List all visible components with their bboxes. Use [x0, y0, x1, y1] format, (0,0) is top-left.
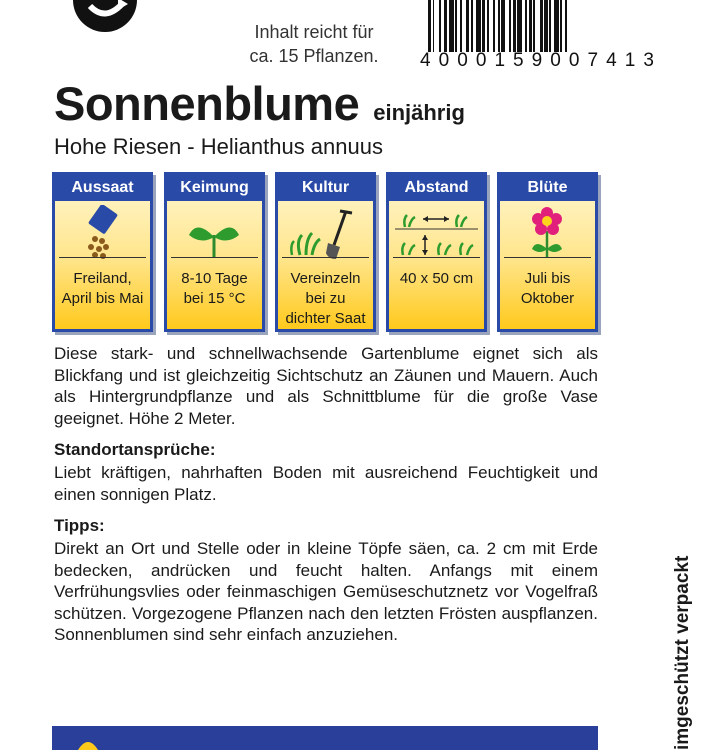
content-note: [226, 20, 402, 68]
card-text: [280, 269, 371, 329]
card-text-line: Vereinzeln: [290, 270, 361, 287]
card-text-line: dichter Saat: [285, 310, 366, 327]
barcode-digits: [420, 50, 654, 72]
card-text-line: Oktober: [520, 290, 575, 307]
card-text: [502, 269, 593, 309]
card-heading: Aussaat: [55, 175, 150, 201]
card-divider: [282, 257, 369, 258]
card-text-line: bei zu: [305, 290, 346, 307]
content-note-line-1: Inhalt reicht für: [254, 22, 374, 42]
growing-info-cards: [52, 172, 604, 332]
packaging-side-note: imgeschützt verpackt: [672, 555, 693, 750]
card-text-line: Juli bis: [524, 270, 571, 287]
spacing-icon: [389, 205, 484, 261]
barcode-digit: 5: [513, 50, 524, 71]
barcode-digit: 4: [420, 50, 431, 71]
card-bluete: [497, 172, 598, 332]
product-lifecycle: einjährig: [373, 100, 465, 125]
description-intro: Diese stark- und schnellwachsende Gartenblume eignet sich als Blickfang und ist gleichzeitig Sichtschutz an Zäunen und Mauern. Auch als Hintergrundpflanze und als Schnittblume für die große Vase geeignet. Höhe 2 Meter.: [54, 344, 598, 428]
card-divider: [393, 257, 480, 258]
card-heading: Blüte: [500, 175, 595, 201]
card-abstand: [386, 172, 487, 332]
brand-logo: [60, 0, 150, 34]
card-text: [57, 269, 148, 309]
card-text-line: Freiland,: [73, 270, 132, 287]
flower-icon: [500, 205, 595, 261]
card-heading: Kultur: [278, 175, 373, 201]
barcode-digit: 7: [587, 50, 599, 71]
card-kultur: [275, 172, 376, 332]
product-title: Sonnenblume: [54, 77, 360, 130]
card-text-line: bei 15 °C: [183, 290, 246, 307]
barcode-digit: 4: [606, 50, 617, 71]
card-text-line: 40 x 50 cm: [399, 270, 474, 287]
card-divider: [59, 257, 146, 258]
card-text-line: 8-10 Tage: [181, 270, 248, 287]
card-text: [169, 269, 260, 309]
card-keimung: [164, 172, 265, 332]
barcode-digit: 0: [550, 50, 561, 71]
barcode-digit: 0: [475, 50, 487, 71]
barcode-digit: 1: [624, 50, 636, 71]
card-heading: Keimung: [167, 175, 262, 201]
bottom-band: [52, 726, 598, 750]
barcode-digit: 3: [643, 50, 654, 71]
content-note-line-2: ca. 15 Pflanzen.: [249, 46, 379, 66]
card-text-line: April bis Mai: [61, 290, 144, 307]
seed-packet-icon: [55, 205, 150, 261]
card-divider: [504, 257, 591, 258]
product-subtitle: Hohe Riesen - Helianthus annuus: [54, 134, 383, 159]
standort-text: Liebt kräftigen, nahrhaften Boden mit ausreichend Feuchtigkeit und einen sonnigen Platz.: [54, 463, 598, 504]
barcode-bar: [567, 0, 572, 52]
barcode-digit: 0: [457, 50, 468, 71]
title-row: [54, 76, 465, 132]
tipps-heading: Tipps:: [54, 516, 105, 535]
card-divider: [171, 257, 258, 258]
barcode-digit: 0: [568, 50, 580, 71]
barcode: [420, 0, 652, 76]
card-aussaat: [52, 172, 153, 332]
barcode-digit: 9: [531, 50, 543, 71]
standort-heading: Standortansprüche:: [54, 440, 216, 459]
barcode-bars: [428, 0, 652, 52]
barcode-digit: 1: [494, 50, 506, 71]
barcode-digit: 0: [438, 50, 450, 71]
card-text: [391, 269, 482, 289]
sprout-icon: [167, 205, 262, 261]
card-heading: Abstand: [389, 175, 484, 201]
sun-icon: [76, 736, 100, 750]
spade-icon: [278, 205, 373, 261]
tipps-text: Direkt an Ort und Stelle oder in kleine Töpfe säen, ca. 2 cm mit Erde bedecken, andrücken und feucht halten. Anfangs mit einem Verfrühungsvlies oder feinmaschigen Gemüseschutznetz vor Vogelfraß schützen. Vorgezogene Pflanzen nach den letzten Frösten auspflanzen. Sonnenblumen sind sehr einfach anzuziehen.: [54, 539, 598, 644]
